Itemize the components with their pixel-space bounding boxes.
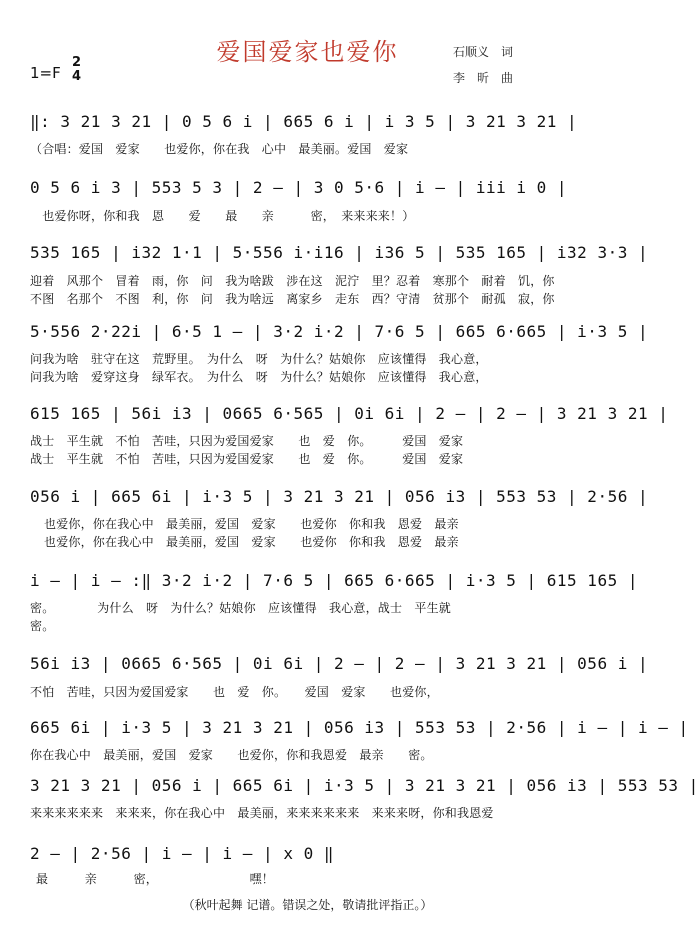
notation-line-10: 3 21 3 21 | 056 i | 665 6i | i·3 5 | 3 21 3 21 | 056 i3 | 553 53 | [30,776,699,795]
lyric-line-5a: 战士 平生就 不怕 苦哇，只因为爱国爱家 也 爱 你。 爱国 爱家 [30,434,464,448]
notation-line-5: 615 165 | 56i i3 | 0665 6·565 | 0i 6i | 2 – | 2 – | 3 21 3 21 | [30,404,669,423]
lyric-line-10a: 来来来来来来 来来来，你在我心中 最美丽，来来来来来来 来来来呀，你和我恩爱 [30,806,494,820]
lyric-line-6a: 也爱你，你在我心中 最美丽，爱国 爱家 也爱你 你和我 恩爱 最亲 [44,517,459,531]
lyric-line-8a: 不怕 苦哇，只因为爱国爱家 也 爱 你。 爱国 爱家 也爱你， [30,685,439,699]
song-title: 爱国爱家也爱你 [216,38,399,66]
lyric-line-1a: （合唱：爱国 爱家 也爱你，你在我 心中 最美丽。爱国 爱家 [30,142,409,156]
lyric-line-11a: 最 亲 密， 嘿！ [36,872,275,886]
notation-line-11: 2 – | 2·56 | i – | i – | x 0 ‖ [30,844,334,863]
lyric-line-6b: 也爱你，你在我心中 最美丽，爱国 爱家 也爱你 你和我 恩爱 最亲 [44,535,459,549]
composer-credit: 李 昕 曲 [453,71,514,85]
lyric-line-5b: 战士 平生就 不怕 苦哇，只因为爱国爱家 也 爱 你。 爱国 爱家 [30,452,464,466]
notation-line-7: i – | i – :‖ 3·2 i·2 | 7·6 5 | 665 6·665 | i·3 5 | 615 165 | [30,571,638,590]
lyric-line-4a: 问我为啥 驻守在这 荒野里。 为什么 呀 为什么？姑娘你 应该懂得 我心意， [30,352,488,366]
lyric-line-4b: 问我为啥 爱穿这身 绿军衣。 为什么 呀 为什么？姑娘你 应该懂得 我心意， [30,370,488,384]
lyric-line-3a: 迎着 风那个 冒着 雨，你 问 我为啥跋 涉在这 泥泞 里？忍着 寒那个 耐着 饥，你 [30,274,555,288]
meter-top: 2 [72,55,82,70]
time-signature [72,56,81,84]
notation-line-9: 665 6i | i·3 5 | 3 21 3 21 | 056 i3 | 553 53 | 2·56 | i – | i – | [30,718,689,737]
notation-line-4: 5·556 2·22i | 6·5 1 – | 3·2 i·2 | 7·6 5 | 665 6·665 | i·3 5 | [30,322,649,341]
transcription-note: （秋叶起舞 记谱。错误之处，敬请批评指正。） [182,898,433,912]
lyric-line-3b: 不图 名那个 不图 利，你 问 我为啥远 离家乡 走东 西？守清 贫那个 耐孤 寂，你 [30,292,555,306]
notation-line-8: 56i i3 | 0665 6·565 | 0i 6i | 2 – | 2 – | 3 21 3 21 | 056 i | [30,654,649,673]
notation-line-1: ‖: 3 21 3 21 | 0 5 6 i | 665 6 i | i 3 5 | 3 21 3 21 | [30,112,578,131]
meter-bottom: 4 [72,69,82,84]
key-signature: 1=F [30,64,61,82]
lyric-line-7b: 密。 [30,619,55,633]
lyric-line-7a: 密。 为什么 呀 为什么？姑娘你 应该懂得 我心意，战士 平生就 [30,601,452,615]
notation-line-2: 0 5 6 i 3 | 553 5 3 | 2 – | 3 0 5·6 | i – | iii i 0 | [30,178,568,197]
lyric-line-9a: 你在我心中 最美丽，爱国 爱家 也爱你，你和我恩爱 最亲 密。 [30,748,433,762]
lyric-line-2a: 也爱你呀，你和我 恩 爱 最 亲 密， 来来来来！） [30,209,415,223]
notation-line-3: 535 165 | i32 1·1 | 5·556 i·i16 | i36 5 | 535 165 | i32 3·3 | [30,243,649,262]
lyricist-credit: 石顺义 词 [453,45,514,59]
notation-line-6: 056 i | 665 6i | i·3 5 | 3 21 3 21 | 056 i3 | 553 53 | 2·56 | [30,487,649,506]
